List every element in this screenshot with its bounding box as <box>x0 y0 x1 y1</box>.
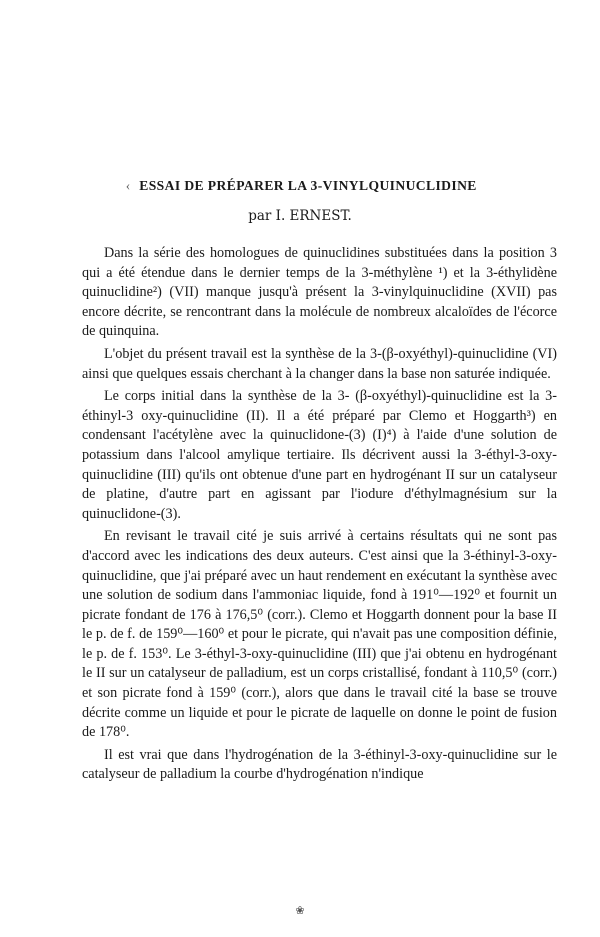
printer-ornament: ❀ <box>295 904 305 917</box>
article-title-text: ESSAI DE PRÉPARER LA 3-VINYLQUINUCLIDINE <box>139 178 477 193</box>
paragraph-2: L'objet du présent travail est la synthèse de la 3-(β-oxyéthyl)-quinuclidine (VI) ainsi que quelques essais cherchant à la changer dans la base non saturée indiquée. <box>82 345 557 382</box>
margin-mark: ‹ <box>125 178 131 193</box>
paragraph-1: Dans la série des homologues de quinuclidines substituées dans la position 3 qui a été étendue dans le dernier temps de la 3-méthylène ¹) et la 3-éthylidène quinuclidine²) (VII) manque jusqu'à présent la 3-vinylquinuclidine (XVII) pas encore décrite, se rencontrant dans la molécule de nombreux alcaloïdes de l'écorce de quinquina. <box>82 245 557 340</box>
article-body <box>82 244 557 785</box>
article-title <box>0 178 600 194</box>
paragraph-3: Le corps initial dans la synthèse de la 3- (β-oxyéthyl)-quinuclidine est la 3-éthinyl-3 oxy-quinuclidine (II). Il a été préparé par Clemo et Hoggarth³) en condensant l'acétylène avec la quinuclidone-(3) (I)⁴) à l'aide d'une solution de potassium dans l'alcool amylique tertiaire. Ils décrivent aussi la 3-éthyl-3-oxy-quinuclidine (III) qu'ils ont obtenue d'une part en hydrogénant II sur un catalyseur de platine, d'autre part en agissant par l'iodure d'éthylmagnésium sur la quinuclidone-(3). <box>82 388 557 522</box>
paragraph-4: En revisant le travail cité je suis arrivé à certains résultats qui ne sont pas d'accord avec les indications des deux auteurs. C'est ainsi que la 3-éthinyl-3-oxy-quinuclidine, que j'ai préparé avec un haut rendement en exécutant la synthèse avec une solution de sodium dans l'ammoniac liquide, fond à 191⁰—192⁰ et fournit un picrate fondant de 176 à 176,5⁰ (corr.). Clemo et Hoggarth donnent pour la base II le p. de f. de 159⁰—160⁰ et pour le picrate, qui n'avait pas une composition définie, le p. de f. 153⁰. Le 3-éthyl-3-oxy-quinuclidine (III) que j'ai obtenu en hydrogénant le II sur un catalyseur de palladium, est un corps cristallisé, fondant à 110,5⁰ (corr.) et son picrate fond à 159⁰ (corr.), alors que dans le travail cité la base se trouve décrite comme un liquide et pour le picrate de laquelle on donne le point de fusion de 178⁰. <box>82 528 557 741</box>
article-author: par I. ERNEST. <box>248 208 352 224</box>
paragraph-5: Il est vrai que dans l'hydrogénation de la 3-éthinyl-3-oxy-quinuclidine sur le catalyseur de palladium la courbe d'hydrogénation n'indique <box>82 746 557 783</box>
